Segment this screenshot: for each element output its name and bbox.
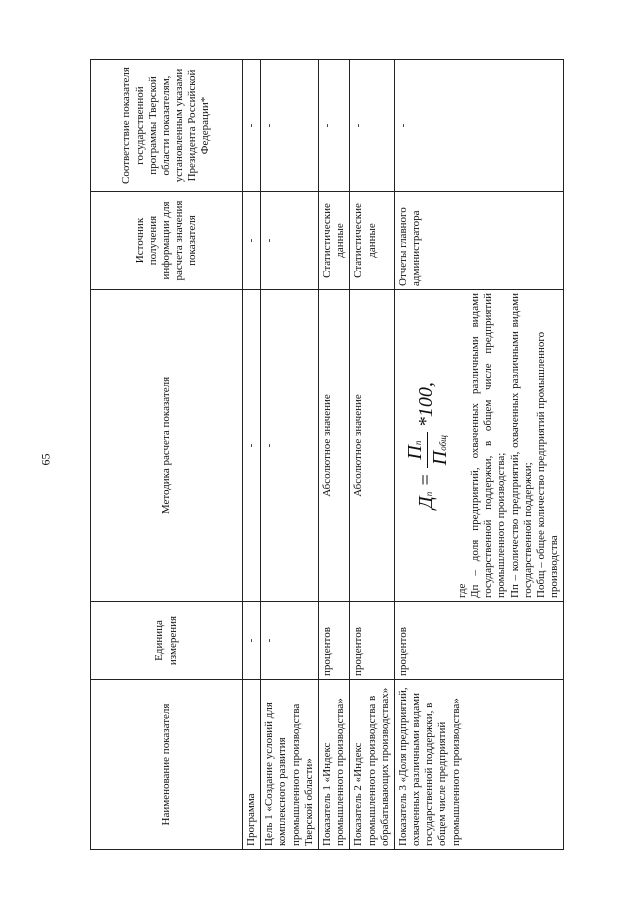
cell-method: - <box>243 290 261 602</box>
table-header-row <box>91 60 243 850</box>
cell-unit: - <box>261 602 319 680</box>
cell-name: Показатель 2 «Индекс промышленного производства в обрабатывающих производствах» <box>350 680 395 850</box>
formula-fraction <box>403 432 452 468</box>
cell-source: Статистические данные <box>350 192 395 290</box>
formula-tail: *100, <box>414 382 437 428</box>
formula-denominator: Побщ <box>428 435 451 466</box>
cell-name: Цель 1 «Создание условий для комплексного развития промышленного производства Тверской области» <box>261 680 319 850</box>
cell-compliance: - <box>350 60 395 192</box>
cell-compliance: - <box>243 60 261 192</box>
cell-unit: процентов <box>350 602 395 680</box>
cell-source: Статистические данные <box>318 192 349 290</box>
cell-compliance: - <box>394 60 564 192</box>
table-row <box>350 60 395 850</box>
cell-source: - <box>261 192 319 290</box>
method-definition-pp: Пп – количество предприятий, охваченных различными видами государственной поддержки; <box>508 293 534 598</box>
cell-method <box>394 290 564 602</box>
page-number: 65 <box>38 453 53 466</box>
formula-numerator: Пп <box>403 432 428 468</box>
cell-name: Показатель 1 «Индекс промышленного производства» <box>318 680 349 850</box>
cell-compliance: - <box>261 60 319 192</box>
cell-name: Программа <box>243 680 261 850</box>
cell-unit: процентов <box>394 602 564 680</box>
cell-method: - <box>261 290 319 602</box>
table-row <box>394 60 564 850</box>
table-row <box>318 60 349 850</box>
indicators-table-container <box>90 60 596 850</box>
cell-source: - <box>243 192 261 290</box>
header-unit: Единица измерения <box>91 602 243 680</box>
header-source: Источник получения информации для расчета значения показателя <box>91 192 243 290</box>
method-definition-dp: Дп – доля предприятий, охваченных различными видами государственной поддержки, в общем числе предприятий промышленного производства; <box>469 293 508 598</box>
formula-lhs-sub: п <box>423 491 434 497</box>
formula-lhs: Д <box>414 496 437 509</box>
table-row <box>243 60 261 850</box>
formula: Дп = Пп Побщ *100, <box>403 382 451 509</box>
cell-compliance: - <box>318 60 349 192</box>
header-compliance: Соответствие показателя государственной программы Тверской области показателям, установленным указами Президента Российской Федерации* <box>91 60 243 192</box>
header-method: Методика расчета показателя <box>91 290 243 602</box>
cell-unit: - <box>243 602 261 680</box>
cell-method: Абсолютное значение <box>318 290 349 602</box>
cell-method: Абсолютное значение <box>350 290 395 602</box>
indicators-table <box>90 59 564 850</box>
header-name: Наименование показателя <box>91 680 243 850</box>
cell-name: Показатель 3 «Доля предприятий, охваченных различными видами государственной поддержки, в общем числе предприятий промышленного производства» <box>394 680 564 850</box>
table-row <box>261 60 319 850</box>
method-where: где <box>455 583 468 598</box>
method-definition-pobsh: Побщ – общее количество предприятий промышленного производства <box>535 331 561 598</box>
cell-source: Отчеты главного администратора <box>394 192 564 290</box>
cell-unit: процентов <box>318 602 349 680</box>
